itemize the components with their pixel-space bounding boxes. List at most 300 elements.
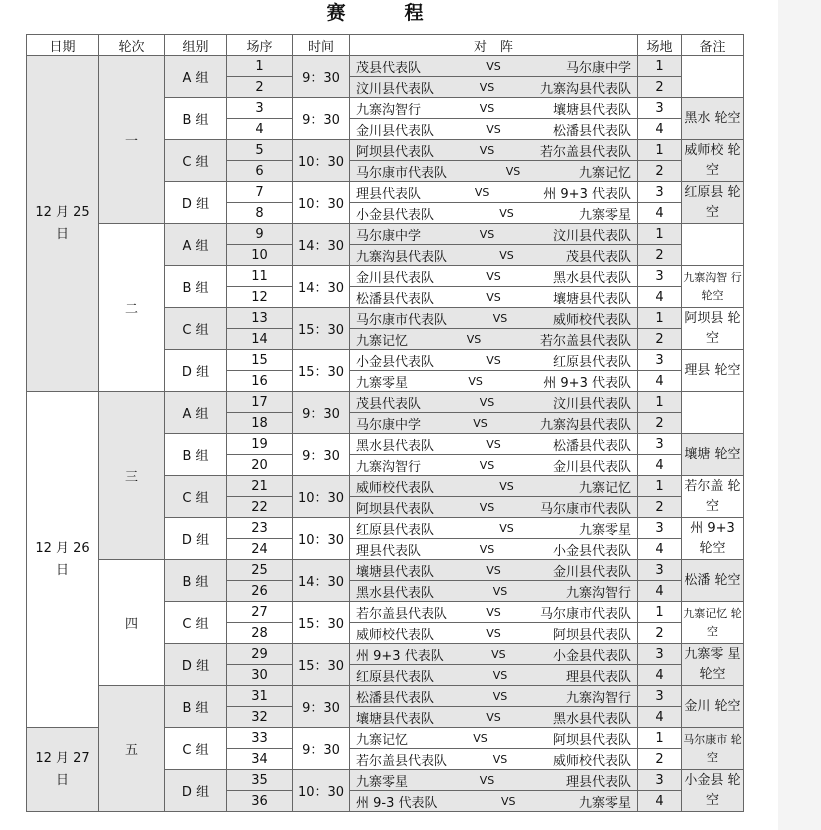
header-order: 场序 (227, 35, 293, 56)
match-number: 11 (227, 266, 293, 287)
away-team: 威师校代表队 (552, 753, 631, 769)
matchup (350, 162, 637, 181)
matchup-cell (350, 602, 638, 623)
home-team: 红原县代表队 (356, 522, 435, 538)
away-team: 九寨沟智行 (565, 690, 631, 706)
match-number: 4 (227, 119, 293, 140)
away-team: 马尔康中学 (565, 60, 631, 76)
group-cell: C 组 (165, 140, 227, 182)
matchup-cell (350, 518, 638, 539)
matchup (350, 204, 637, 223)
matchup-cell (350, 455, 638, 476)
matchup-cell (350, 539, 638, 560)
group-cell: C 组 (165, 308, 227, 350)
away-team: 九寨记忆 (578, 165, 631, 181)
time-cell: 15：30 (293, 602, 350, 644)
venue-cell: 2 (638, 623, 682, 644)
vs-label: VS (486, 710, 501, 724)
match-number: 9 (227, 224, 293, 245)
home-team: 茂县代表队 (356, 396, 422, 412)
home-team: 茂县代表队 (356, 60, 422, 76)
group-cell: C 组 (165, 476, 227, 518)
away-team: 州 9+3 代表队 (543, 186, 631, 202)
away-team: 理县代表队 (565, 774, 631, 790)
venue-cell: 2 (638, 329, 682, 350)
vs-label: VS (500, 794, 516, 808)
round-cell: 三 (99, 392, 165, 560)
matchup (350, 309, 637, 328)
away-team: 茂县代表队 (565, 249, 631, 265)
date-cell: 12 月 26 日 (27, 392, 99, 728)
away-team: 红原县代表队 (552, 354, 631, 370)
match-number: 26 (227, 581, 293, 602)
time-cell: 10：30 (293, 140, 350, 182)
matchup-cell (350, 119, 638, 140)
note-cell: 黑水 轮空 (682, 98, 744, 140)
vs-label: VS (466, 332, 482, 346)
away-team: 九寨沟县代表队 (539, 417, 631, 433)
home-team: 九寨沟县代表队 (356, 249, 448, 265)
vs-label: VS (479, 80, 495, 94)
venue-cell: 3 (638, 266, 682, 287)
away-team: 阿坝县代表队 (552, 732, 631, 748)
matchup (350, 99, 637, 118)
home-team: 金川县代表队 (356, 270, 435, 286)
matchup (350, 246, 637, 265)
match-number: 5 (227, 140, 293, 161)
matchup-cell (350, 413, 638, 434)
away-team: 阿坝县代表队 (552, 627, 631, 643)
page-edge-shade (778, 0, 821, 830)
header-match: 对 阵 (350, 35, 638, 56)
note-cell: 松潘 轮空 (682, 560, 744, 602)
venue-cell: 3 (638, 770, 682, 791)
matchup-cell (350, 497, 638, 518)
venue-cell: 1 (638, 224, 682, 245)
time-cell: 10：30 (293, 518, 350, 560)
note-cell: 壤塘 轮空 (682, 434, 744, 476)
vs-label: VS (492, 584, 508, 598)
match-number: 31 (227, 686, 293, 707)
schedule-table (26, 34, 744, 812)
home-team: 松潘县代表队 (356, 690, 435, 706)
note-cell: 红原县 轮空 (682, 182, 744, 224)
match-row (27, 392, 744, 413)
home-team: 红原县代表队 (356, 669, 435, 685)
vs-label: VS (492, 668, 508, 682)
home-team: 金川县代表队 (356, 123, 435, 139)
away-team: 州 9+3 代表队 (543, 375, 631, 391)
match-number: 33 (227, 728, 293, 749)
match-number: 27 (227, 602, 293, 623)
matchup-cell (350, 581, 638, 602)
match-row (27, 56, 744, 77)
venue-cell: 3 (638, 644, 682, 665)
home-team: 马尔康中学 (356, 417, 422, 433)
matchup-cell (350, 623, 638, 644)
venue-cell: 3 (638, 560, 682, 581)
venue-cell: 2 (638, 161, 682, 182)
away-team: 九寨记忆 (578, 480, 631, 496)
away-team: 马尔康市代表队 (539, 501, 631, 517)
note-cell (682, 392, 744, 434)
match-number: 6 (227, 161, 293, 182)
venue-cell: 4 (638, 287, 682, 308)
note-cell: 九寨记忆 轮空 (682, 602, 744, 644)
away-team: 若尔盖县代表队 (539, 333, 631, 349)
vs-label: VS (486, 626, 501, 640)
vs-label: VS (479, 101, 495, 115)
away-team: 小金县代表队 (552, 543, 631, 559)
venue-cell: 3 (638, 686, 682, 707)
match-number: 24 (227, 539, 293, 560)
home-team: 壤塘县代表队 (356, 711, 435, 727)
match-number: 36 (227, 791, 293, 812)
time-cell: 9：30 (293, 392, 350, 434)
vs-label: VS (486, 437, 501, 451)
venue-cell: 4 (638, 665, 682, 686)
venue-cell: 3 (638, 518, 682, 539)
time-cell: 9：30 (293, 728, 350, 770)
note-cell: 马尔康市 轮空 (682, 728, 744, 770)
vs-label: VS (486, 290, 501, 304)
matchup (350, 78, 637, 97)
home-team: 九寨沟智行 (356, 459, 422, 475)
home-team: 理县代表队 (356, 543, 422, 559)
time-cell: 14：30 (293, 224, 350, 266)
match-number: 20 (227, 455, 293, 476)
matchup (350, 792, 637, 811)
time-cell: 14：30 (293, 266, 350, 308)
matchup (350, 120, 637, 139)
matchup (350, 603, 637, 622)
matchup (350, 288, 637, 307)
home-team: 理县代表队 (356, 186, 422, 202)
group-cell: A 组 (165, 392, 227, 434)
matchup-cell (350, 287, 638, 308)
venue-cell: 4 (638, 581, 682, 602)
note-cell: 小金县 轮空 (682, 770, 744, 812)
venue-cell: 4 (638, 707, 682, 728)
away-team: 金川县代表队 (552, 459, 631, 475)
matchup-cell (350, 329, 638, 350)
venue-cell: 2 (638, 413, 682, 434)
venue-cell: 4 (638, 203, 682, 224)
matchup (350, 456, 637, 475)
venue-cell: 4 (638, 119, 682, 140)
group-cell: B 组 (165, 98, 227, 140)
vs-label: VS (492, 752, 508, 766)
home-team: 黑水县代表队 (356, 585, 435, 601)
vs-label: VS (479, 458, 495, 472)
vs-label: VS (491, 647, 506, 661)
matchup (350, 540, 637, 559)
matchup-cell (350, 476, 638, 497)
time-cell: 9：30 (293, 686, 350, 728)
matchup (350, 582, 637, 601)
matchup (350, 771, 637, 790)
header-group: 组别 (165, 35, 227, 56)
matchup (350, 435, 637, 454)
matchup (350, 330, 637, 349)
venue-cell: 4 (638, 539, 682, 560)
matchup-cell (350, 371, 638, 392)
matchup (350, 519, 637, 538)
vs-label: VS (499, 479, 514, 493)
away-team: 九寨沟智行 (565, 585, 631, 601)
header-row (27, 35, 744, 56)
match-number: 19 (227, 434, 293, 455)
matchup-cell (350, 749, 638, 770)
home-team: 威师校代表队 (356, 627, 435, 643)
away-team: 威师校代表队 (552, 312, 631, 328)
matchup-cell (350, 728, 638, 749)
away-team: 小金县代表队 (552, 648, 631, 664)
home-team: 九寨记忆 (356, 333, 409, 349)
note-cell (682, 224, 744, 266)
venue-cell: 3 (638, 434, 682, 455)
note-cell: 威师校 轮空 (682, 140, 744, 182)
vs-label: VS (479, 542, 495, 556)
vs-label: VS (486, 59, 501, 73)
note-cell: 若尔盖 轮空 (682, 476, 744, 518)
group-cell: B 组 (165, 560, 227, 602)
matchup-cell (350, 686, 638, 707)
time-cell: 9：30 (293, 98, 350, 140)
venue-cell: 1 (638, 56, 682, 77)
matchup-cell (350, 140, 638, 161)
away-team: 马尔康市代表队 (539, 606, 631, 622)
matchup (350, 624, 637, 643)
home-team: 马尔康市代表队 (356, 312, 448, 328)
matchup (350, 351, 637, 370)
vs-label: VS (486, 563, 501, 577)
match-number: 2 (227, 77, 293, 98)
away-team: 九寨零星 (578, 207, 631, 223)
matchup (350, 666, 637, 685)
vs-label: VS (479, 773, 495, 787)
home-team: 九寨记忆 (356, 732, 409, 748)
away-team: 汶川县代表队 (552, 228, 631, 244)
matchup-cell (350, 791, 638, 812)
round-cell: 四 (99, 560, 165, 686)
venue-cell: 4 (638, 371, 682, 392)
vs-label: VS (473, 416, 488, 430)
away-team: 金川县代表队 (552, 564, 631, 580)
matchup (350, 561, 637, 580)
venue-cell: 1 (638, 476, 682, 497)
matchup (350, 57, 637, 76)
matchup-cell (350, 392, 638, 413)
time-cell: 9：30 (293, 434, 350, 476)
match-number: 16 (227, 371, 293, 392)
matchup-cell (350, 308, 638, 329)
matchup (350, 267, 637, 286)
vs-label: VS (499, 521, 514, 535)
home-team: 小金县代表队 (356, 207, 435, 223)
matchup-cell (350, 770, 638, 791)
note-cell: 九寨零 星轮空 (682, 644, 744, 686)
venue-cell: 1 (638, 602, 682, 623)
match-number: 32 (227, 707, 293, 728)
match-number: 35 (227, 770, 293, 791)
vs-label: VS (499, 206, 514, 220)
note-cell: 金川 轮空 (682, 686, 744, 728)
home-team: 黑水县代表队 (356, 438, 435, 454)
match-row (27, 560, 744, 581)
away-team: 九寨沟县代表队 (539, 81, 631, 97)
round-cell: 二 (99, 224, 165, 392)
venue-cell: 3 (638, 350, 682, 371)
match-number: 22 (227, 497, 293, 518)
time-cell: 10：30 (293, 476, 350, 518)
venue-cell: 3 (638, 182, 682, 203)
group-cell: B 组 (165, 266, 227, 308)
matchup-cell (350, 182, 638, 203)
group-cell: A 组 (165, 224, 227, 266)
venue-cell: 3 (638, 98, 682, 119)
home-team: 小金县代表队 (356, 354, 435, 370)
match-number: 12 (227, 287, 293, 308)
match-number: 1 (227, 56, 293, 77)
group-cell: A 组 (165, 56, 227, 98)
matchup-cell (350, 665, 638, 686)
home-team: 马尔康中学 (356, 228, 422, 244)
time-cell: 14：30 (293, 560, 350, 602)
vs-label: VS (479, 395, 495, 409)
matchup (350, 225, 637, 244)
matchup (350, 687, 637, 706)
home-team: 松潘县代表队 (356, 291, 435, 307)
vs-label: VS (486, 605, 501, 619)
venue-cell: 2 (638, 749, 682, 770)
venue-cell: 4 (638, 791, 682, 812)
group-cell: B 组 (165, 686, 227, 728)
matchup-cell (350, 434, 638, 455)
matchup-cell (350, 707, 638, 728)
group-cell: B 组 (165, 434, 227, 476)
time-cell: 15：30 (293, 308, 350, 350)
home-team: 马尔康市代表队 (356, 165, 448, 181)
match-number: 29 (227, 644, 293, 665)
matchup (350, 372, 637, 391)
venue-cell: 1 (638, 308, 682, 329)
matchup (350, 645, 637, 664)
match-number: 17 (227, 392, 293, 413)
matchup-cell (350, 224, 638, 245)
group-cell: C 组 (165, 728, 227, 770)
home-team: 州 9+3 代表队 (356, 648, 444, 664)
date-cell: 12 月 25 日 (27, 56, 99, 392)
vs-label: VS (479, 143, 495, 157)
home-team: 九寨零星 (356, 375, 409, 391)
vs-label: VS (492, 689, 508, 703)
vs-label: VS (473, 731, 488, 745)
matchup-cell (350, 350, 638, 371)
home-team: 州 9-3 代表队 (356, 795, 438, 811)
matchup-cell (350, 56, 638, 77)
time-cell: 9：30 (293, 56, 350, 98)
match-number: 21 (227, 476, 293, 497)
venue-cell: 4 (638, 455, 682, 476)
time-cell: 10：30 (293, 770, 350, 812)
note-cell: 理县 轮空 (682, 350, 744, 392)
home-team: 九寨零星 (356, 774, 409, 790)
matchup-cell (350, 98, 638, 119)
venue-cell: 1 (638, 140, 682, 161)
matchup-cell (350, 203, 638, 224)
match-number: 13 (227, 308, 293, 329)
match-number: 18 (227, 413, 293, 434)
group-cell: D 组 (165, 182, 227, 224)
matchup-cell (350, 644, 638, 665)
time-cell: 15：30 (293, 350, 350, 392)
matchup (350, 414, 637, 433)
away-team: 壤塘县代表队 (552, 102, 631, 118)
match-number: 34 (227, 749, 293, 770)
home-team: 威师校代表队 (356, 480, 435, 496)
venue-cell: 1 (638, 728, 682, 749)
group-cell: D 组 (165, 518, 227, 560)
note-cell: 九寨沟智 行轮空 (682, 266, 744, 308)
venue-cell: 1 (638, 392, 682, 413)
matchup-cell (350, 77, 638, 98)
note-cell (682, 56, 744, 98)
away-team: 汶川县代表队 (552, 396, 631, 412)
away-team: 黑水县代表队 (552, 270, 631, 286)
match-number: 30 (227, 665, 293, 686)
page-title: 赛 程 (326, 2, 444, 24)
vs-label: VS (492, 311, 508, 325)
home-team: 九寨沟智行 (356, 102, 422, 118)
away-team: 若尔盖县代表队 (539, 144, 631, 160)
matchup (350, 183, 637, 202)
matchup-cell (350, 161, 638, 182)
time-cell: 10：30 (293, 182, 350, 224)
match-number: 3 (227, 98, 293, 119)
group-cell: D 组 (165, 644, 227, 686)
match-number: 28 (227, 623, 293, 644)
away-team: 松潘县代表队 (552, 123, 631, 139)
matchup (350, 498, 637, 517)
matchup (350, 708, 637, 727)
date-cell: 12 月 27 日 (27, 728, 99, 812)
vs-label: VS (486, 122, 501, 136)
match-number: 14 (227, 329, 293, 350)
note-cell: 阿坝县 轮空 (682, 308, 744, 350)
group-cell: C 组 (165, 602, 227, 644)
vs-label: VS (479, 227, 495, 241)
vs-label: VS (468, 374, 483, 388)
group-cell: D 组 (165, 350, 227, 392)
matchup (350, 477, 637, 496)
header-date: 日期 (27, 35, 99, 56)
vs-label: VS (486, 353, 501, 367)
matchup-cell (350, 245, 638, 266)
matchup (350, 750, 637, 769)
vs-label: VS (505, 164, 521, 178)
away-team: 黑水县代表队 (552, 711, 631, 727)
home-team: 阿坝县代表队 (356, 144, 435, 160)
venue-cell: 2 (638, 497, 682, 518)
match-number: 15 (227, 350, 293, 371)
match-number: 25 (227, 560, 293, 581)
matchup (350, 393, 637, 412)
away-team: 九寨零星 (578, 522, 631, 538)
away-team: 壤塘县代表队 (552, 291, 631, 307)
home-team: 若尔盖县代表队 (356, 753, 448, 769)
vs-label: VS (499, 248, 514, 262)
